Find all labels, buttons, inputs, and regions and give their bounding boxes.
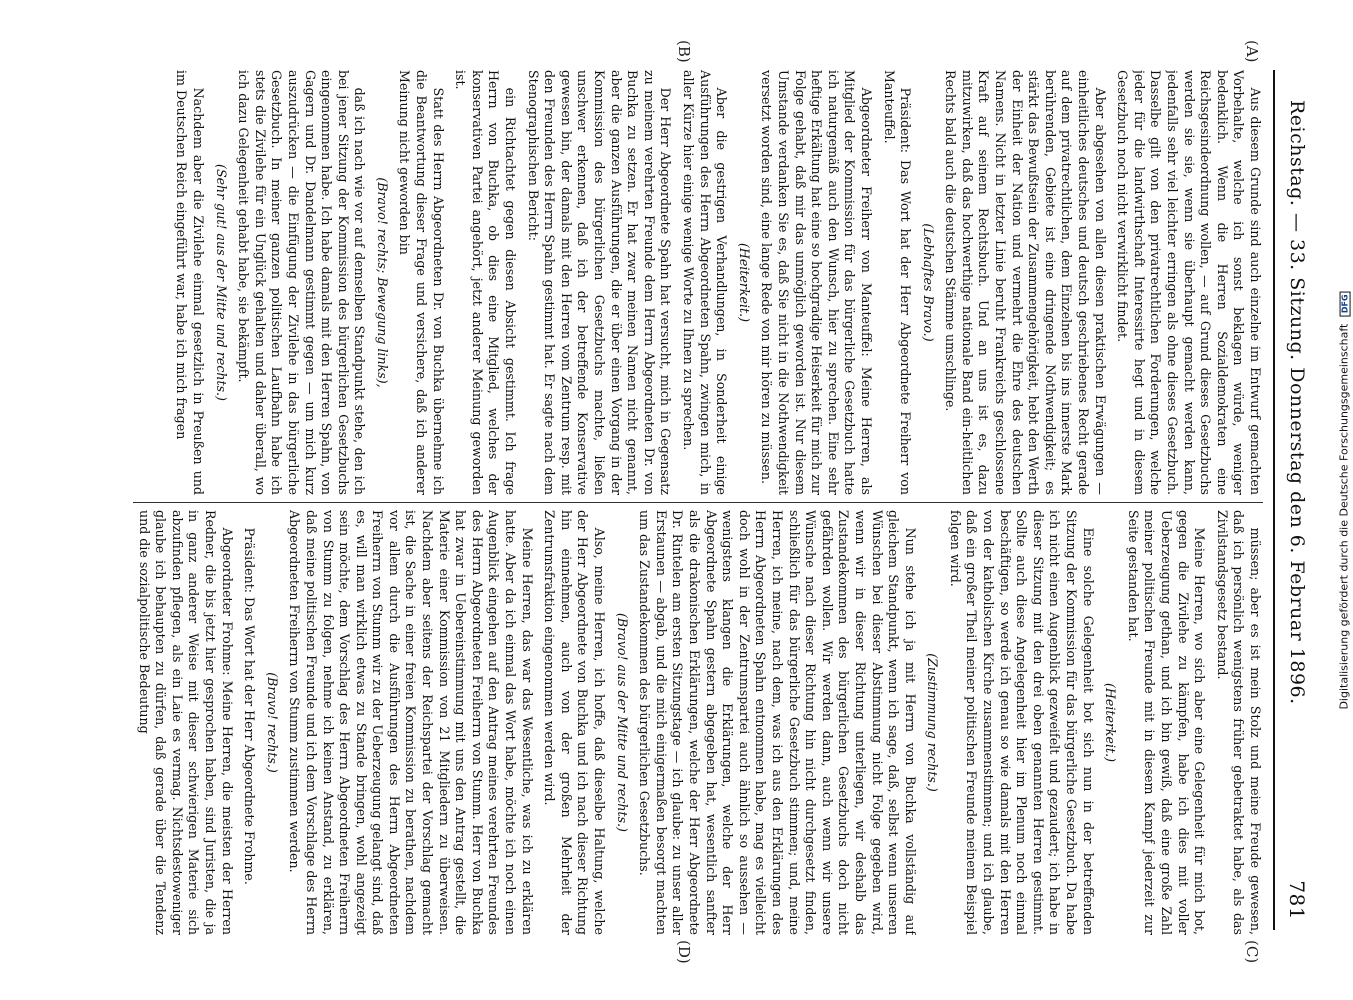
running-header [1281, 100, 1313, 920]
paragraph: Statt des Herrn Abgeordneten Dr. von Buchka übernehme ich die Beantwortung dieser Frage und versichere, daß ich anderer Meinung nicht geworden bin [397, 70, 446, 495]
interjection: (Sehr gut! aus der Mitte und rechts.) [213, 164, 229, 401]
paragraph: Also, meine Herren, ich hoffe, daß dieselbe Haltung, welche der Herr Abgeordnete von Buchka und ich nach dieser Richtung hin einnehmen, auch von der großen Mehrheit der Zentrumsfraktion eingenommen werden wird. [542, 510, 608, 935]
paragraph: Nun stehe ich ja mit Herrn von Buchka vollständig auf gleichem Standpunkt, wenn ich sage, daß, selbst wenn unseren Wünschen bei dieser Abstimmung nicht Folge gegeben wird, wenn wir in dieser Richtung unterliegen, wir deshalb das Zustandekommen des bürgerlichen Gesetzbuchs doch nicht gefährden wollen. Wir werden dann, auch wenn wir unsere Wünsche nach dieser Richtung hin nicht durchgesetzt finden, schließlich für das bürgerliche Gesetzbuch stimmen; und, meine Herren, ich meine, nach dem, was ich aus den Erklärungen des Herrn Abgeordneten Spahn entnommen habe, mag es vielleicht doch wohl in der Zentrumspartei auch ähnlich so aussehen — wenigstens klangen die Erklärungen, welche der Herr Abgeordnete Spahn gestern abgegeben hat, wesentlich sanfter als die drakonischen Erklärungen, welche der Herr Abgeordnete Dr. Rintelen am ersten Sitzungstage — ich glaube: zu unser aller Erstaunen — abgab, und die mich einigermaßen besorgt machten um das Zustandekommen des bürgerlichen Gesetzbuchs. [637, 510, 918, 935]
margin-marker-a: (A) [1243, 40, 1261, 63]
paragraph: Aber abgesehen von allen diesen praktischen Erwägungen — einheitliches deutsches und deutsch geschriebenes Recht gerade auf dem privatrechtlichen, dem Einzelnen bis ins innerste Mark berührenden, Gebiete ist eine dringende Nothwendigkeit; es stärkt das Bewußtsein der Zusammengehörigkeit, hebt den Werth der Einheit der Nation und vermehrt die Ehre des deutschen Namens. Nicht in letzter Linie beruht Frankreichs geschlossene Kraft auf seinem Rechtsbuch. Und an uns ist es, dazu mitzuwirken, daß das hochwerthige nationale Band ein-heitlichen Rechts bald auch die deutschen Stämme umschlinge. [943, 70, 1108, 495]
digitization-caption [1335, 0, 1353, 1000]
paragraph: Nachdem aber die Zivilehe einmal gesetzlich in Preußen und im Deutschen Reich eingeführt war, habe ich mich fragen [174, 70, 206, 495]
header-title: Reichstag. — 33. Sitzung. Donnerstag den 6. Februar 1896. [1286, 100, 1308, 705]
paragraph: Eine solche Gelegenheit bot sich nun in der betreffenden Sitzung der Kommission für das bürgerliche Gesetzbuch. Da habe ich nicht einen Augenblick gezweifelt und gezaudert; ich habe in dieser Sitzung mit den drei oben genannten Herren gestimmt. Sollte auch diese Angelegenheit hier im Plenum noch einmal beschäftigen, so werde ich genau so wie damals mit den Herren von der katholischen Kirche zusammenstimmen; und ich glaube, daß ein großer Theil meiner politischen Freunde meinem Beispiel folgen wird. [947, 510, 1096, 935]
paragraph: Der Herr Abgeordnete Spahn hat versucht, mich in Gegensatz zu meinem verehrten Freunde dem Herrn Abgeordneten Dr. von Buchka zu setzen. Er hat zwar meinen Namen nicht genannt, aber die ganzen Ausführungen, die er über einen Vorgang in der Kommission des bürgerlichen Gesetzbuchs machte, ließen unschwer erkennen, daß ich der betreffende Konservative gewesen bin, der damals mit den Herren vom Zentrum resp. mit den Freunden des Herrn Spahn gestimmt hat. Er sagte nach dem Stenographischen Bericht: [525, 70, 674, 495]
paragraph: Abgeordneter Frohme: Meine Herren, die meisten der Herren Redner, die bis jetzt hier gesprochen haben, sind Juristen, die ja in ganz anderer Weise mit dieser schwierigen Materie sich abzufinden pflegen, als ein Laie es vermag. Nichtsdestoweniger glaube ich behaupten zu dürfen, daß gerade über die Tendenz und die sozialpolitische Bedeutung [136, 510, 235, 935]
interjection: (Heiterkeit.) [1103, 683, 1119, 762]
caption-text: Digitalisierung gefördert durch die Deutsche Forschungsgemeinschaft [1337, 323, 1351, 710]
column-divider [133, 502, 1263, 503]
interjection: (Bravo! rechts; Bewegung links), [374, 177, 390, 388]
interjection: (Heiterkeit.) [736, 243, 752, 322]
paragraph: Meine Herren, wo sich aber eine Gelegenheit für mich bot, gegen die Zivilehe zu kämpfen, habe ich dies mit voller Ueberzeugung gethan, und ich bin gewiß, daß eine große Zahl meiner politischen Freunde mit in diesem Kampf jederzeit zur Seite gestanden hat. [1125, 510, 1208, 935]
paragraph: daß ich nach wie vor auf demselben Standpunkt stehe, den ich bei jener Sitzung der Kommission des bürgerlichen Gesetzbuchs eingenommen habe. Ich habe damals mit den Herren Spahn, von Gagern und Dr. Dandelmann gestimmt gegen — um mich kurz auszudrücken — die Einfügung der Zivilehe in das bürgerliche Gesetzbuch. In meiner ganzen politischen Laufbahn habe ich stets die Zivilehe für ein Unglück gehalten und daher überall, wo ich dazu Gelegenheit gehabt habe, sie bekämpft. [236, 70, 368, 495]
paragraph: Aber die gestrigen Verhandlungen, in Sonderheit einige Ausführungen des Herrn Abgeordneten Spahn, zwingen mich, in aller Kürze hier einige wenige Worte zu Ihnen zu sprechen. [681, 70, 730, 495]
header-rule [1273, 70, 1275, 930]
dfg-logo: DFG [1340, 291, 1351, 316]
right-column [133, 510, 1263, 935]
margin-marker-d: (D) [675, 940, 693, 964]
margin-marker-c: (C) [1243, 940, 1261, 964]
margin-marker-b: (B) [675, 40, 693, 63]
paragraph: Abgeordneter Freiherr von Manteuffel: Meine Herren, als Mitglied der Kommission für das bürgerliche Gesetzbuch hatte ich naturgemäß auch den Wunsch, hier zu sprechen. Eine sehr heftige Erkältung hat eine so hochgradige Heiserkeit für mich zur Folge gehabt, daß mir das unmöglich geworden ist. Nur diesem Umstande verdanken Sie es, daß Sie nicht in die Nothwendigkeit versetzt worden sind, eine lange Rede von mir hören zu müssen. [759, 70, 874, 495]
paragraph: müssen; aber es ist mein Stolz und meine Freude gewesen, daß ich persönlich wenigstens früher gebetraktet habe, als das Zivilstandsgesetz bestand. [1214, 510, 1263, 935]
paragraph: Aus diesem Grunde sind auch einzelne im Entwurf gemachten Vorbehalte, welche ich sonst beklagen würde, weniger bedenklich. Wenn die Herren Sozialdemokraten eine Reichsgesindeordnung wollen, — auf Grund dieses Gesetzbuchs werden sie sie, wenn sie überhaupt gemacht werden kann, jedenfalls sehr viel leichter erringen als ohne dieses Gesetzbuch. Dasselbe gilt von den privatrechtlichen Forderungen, welche jeder für die landwirthschaft Interessirte hegt und in diesem Gesetzbuch noch nicht verwirklicht findet. [1115, 70, 1263, 495]
interjection: (Lebhaftes Bravo.) [920, 223, 936, 342]
paragraph: Meine Herren, das war das Wesentliche, was ich zu erklären hatte. Aber da ich einmal das Wort habe, möchte ich noch einen Augenblick eingehen auf den Antrag meines verehrten Freundes des Herrn Abgeordneten Freiherrn von Stumm. Herr von Buchka hat zwar in Uebereinstimmung mit uns den Antrag gestellt, die Materie einer Kommission von 21 Mitgliedern zu überweisen. Nachdem aber seitens der Reichspartei der Vorschlag gemacht ist, die Sache in einer freien Kommission zu berathen, nachdem vor allem durch die Ausführungen des Herrn Abgeordneten Freiherrn von Stumm wir zu der Ueberzeugung gelangt sind, daß es, will man wirklich etwas zu Stande bringen, wohl angezeigt sein möchte, dem Vorschlag des Herrn Abgeordneten Freiherrn von Stumm zu folgen, nehme ich keinen Anstand, zu erklären, daß meine politischen Freunde und ich dem Vorschlage des Herrn Abgeordneten Freiherrn von Stumm zustimmen werden. [287, 510, 535, 935]
paragraph: ein Richtachtet gegen diesen Absicht gestimmt. Ich frage Herrn von Buchka, ob dies eine Mitglied, welches der konservativen Partei angehört, jetzt anderer Meinung geworden ist. [453, 70, 519, 495]
page-number: 781 [1285, 880, 1309, 920]
interjection: (Bravo! aus der Mitte und rechts.) [614, 613, 630, 832]
paragraph: Präsident: Das Wort hat der Herr Abgeordnete Freiherr von Manteuffel. [881, 70, 914, 495]
interjection: (Zustimmung rechts.) [925, 653, 941, 792]
left-column [133, 70, 1263, 495]
interjection: (Bravo! rechts.) [264, 672, 280, 773]
paragraph: Präsident: Das Wort hat der Herr Abgeordnete Frohme. [242, 527, 258, 885]
